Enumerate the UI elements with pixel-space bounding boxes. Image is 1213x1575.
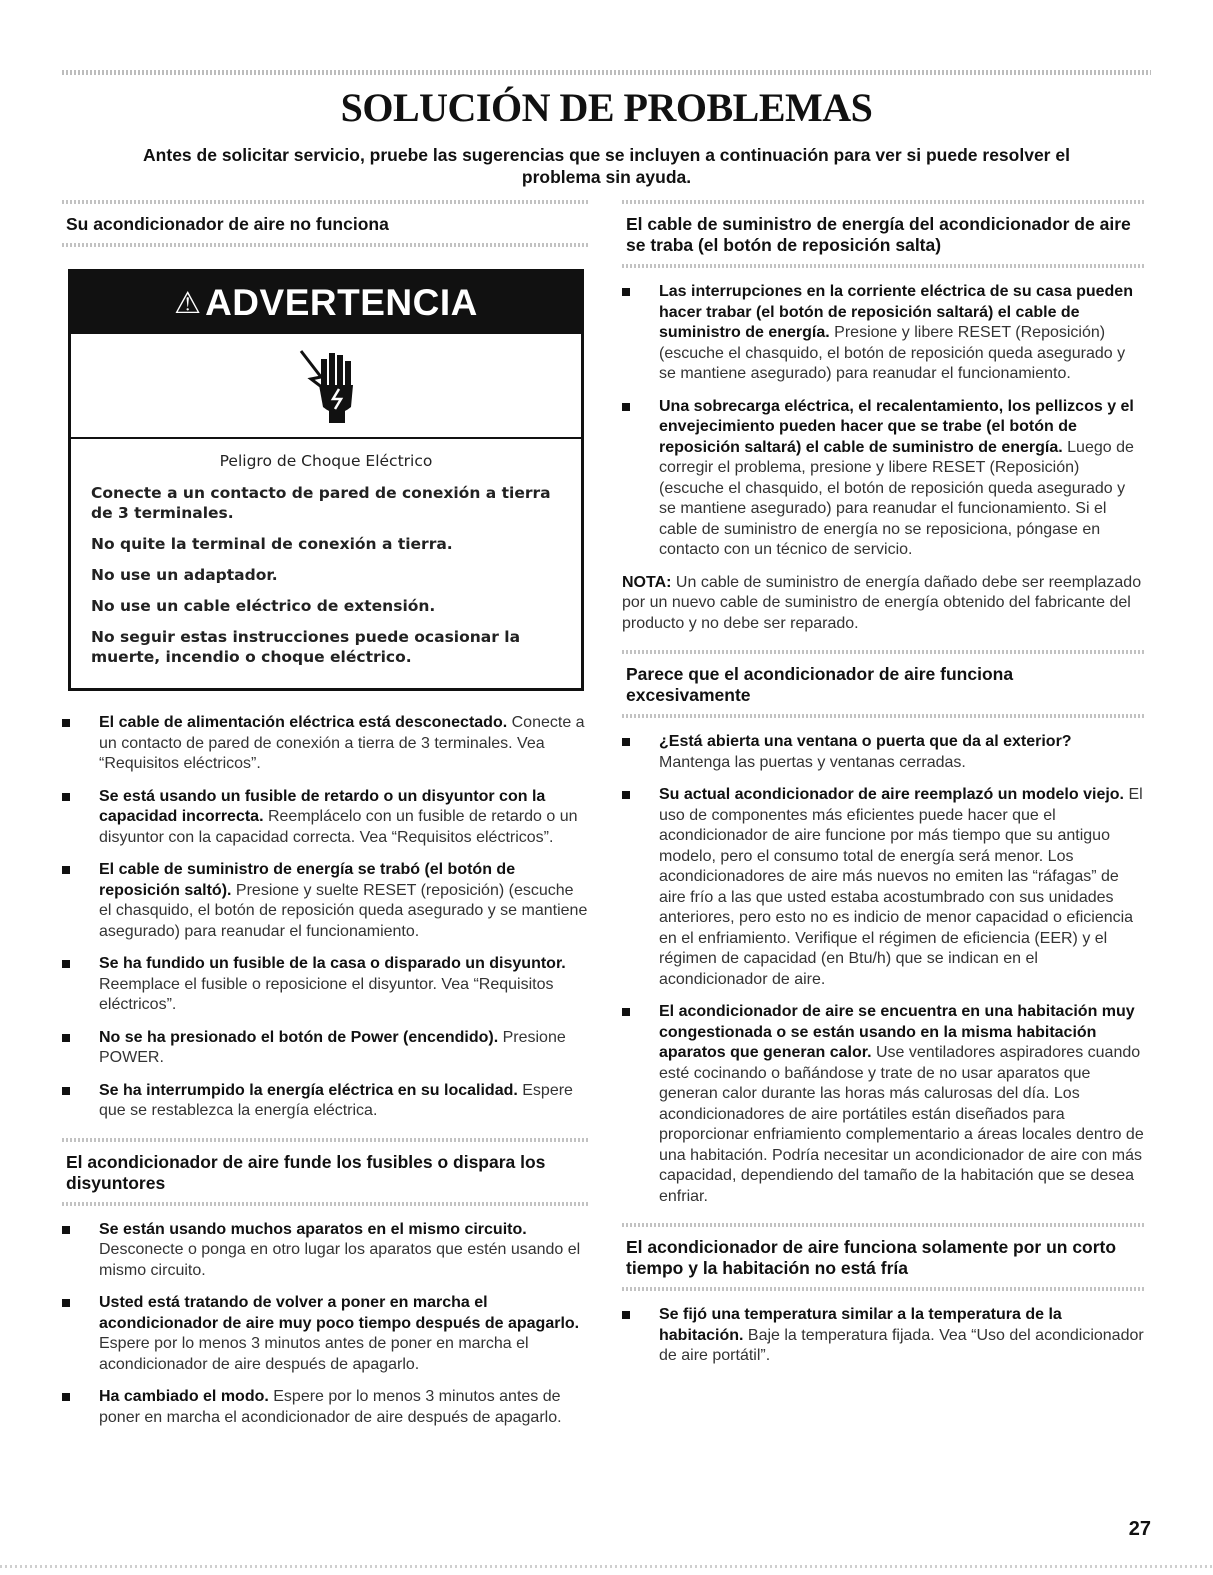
bullet-icon xyxy=(622,1008,630,1016)
bullet-icon xyxy=(62,960,70,968)
list-item: El acondicionador de aire se encuentra en una habitación muy congestionada o se están usando en la misma habitación aparatos que generan calor. Use ventiladores aspiradores cuando esté cocinando o bañándose y trate de no usar aparatos que generan calor durante las horas más calurosas del día. Los acondicionadores de aire portátiles están diseñados para proporcionar enfriamiento complementario a áreas locales dentro de una habitación. Podría necesitar un acondicionador de aire con más capacidad, dependiendo del tamaño de la habitación que se desea enfriar. xyxy=(622,1002,1144,1207)
bullet-icon xyxy=(62,1393,70,1401)
list-item: Su actual acondicionador de aire reemplazó un modelo viejo. El uso de componentes más eficientes puede hacer que el acondicionador de aire funcione por más tiempo que su antiguo modelo, pero el consumo total de energía será menor. Los acondicionadores de aire más nuevos no emiten las “ráfagas” de aire frío a las que usted estaba acostumbrado con sus unidades anteriores, pero esto no es indicio de menor capacidad o eficiencia en el enfriamiento. Verifique el régimen de eficiencia (EER) y el régimen de capacidad (en Btu/h) que se indican en el acondicionador de aire. xyxy=(622,785,1144,990)
list-item: Ha cambiado el modo. Espere por lo menos 3 minutos antes de poner en marcha el acondicionador de aire después de apagarlo. xyxy=(62,1387,590,1428)
list-item: Se está usando un fusible de retardo o un disyuntor con la capacidad incorrecta. Reemplácelo con un fusible de retardo o un disyuntor con la capacidad correcta. Vea “Requisitos eléctricos”. xyxy=(62,787,590,849)
section-divider xyxy=(622,264,1144,268)
bullet-icon xyxy=(62,1299,70,1307)
bullet-icon xyxy=(622,403,630,411)
section-heading: El cable de suministro de energía del acondicionador de aire se traba (el botón de reposición salta) xyxy=(626,214,1131,255)
bullet-icon xyxy=(62,1034,70,1042)
list-item: ¿Está abierta una ventana o puerta que da al exterior? Mantenga las puertas y ventanas cerradas. xyxy=(622,732,1144,773)
section-heading: El acondicionador de aire funciona solamente por un corto tiempo y la habitación no está fría xyxy=(626,1237,1117,1278)
warning-header xyxy=(71,272,581,334)
left-column xyxy=(62,200,590,1440)
list-item: Una sobrecarga eléctrica, el recalentamiento, los pellizcos y el envejecimiento pueden hacer que se trabe (el botón de reposición saltará) el cable de suministro de energía. Luego de corregir el problema, presione y libere RESET (Reposición) (escuche el chasquido, el botón de reposición queda asegurado y se mantiene asegurado) para reanudar el funcionamiento. Si el cable de suministro de energía no se reposiciona, póngase en contacto con un técnico de servicio. xyxy=(622,397,1144,561)
warning-line: No use un cable eléctrico de extensión. xyxy=(91,597,436,615)
intro-text: Antes de solicitar servicio, pruebe las sugerencias que se incluyen a continuación para ver si puede resolver el problema sin ayuda. xyxy=(143,145,1070,187)
list-item: Se fijó una temperatura similar a la temperatura de la habitación. Baje la temperatura fijada. Vea “Uso del acondicionador de aire portátil”. xyxy=(622,1305,1144,1367)
warning-line: No seguir estas instrucciones puede ocasionar la muerte, incendio o choque eléctrico. xyxy=(91,628,521,666)
list-item: Se ha fundido un fusible de la casa o disparado un disyuntor. Reemplace el fusible o reposicione el disyuntor. Vea “Requisitos eléctricos”. xyxy=(62,954,590,1016)
list-item: El cable de suministro de energía se trabó (el botón de reposición saltó). Presione y suelte RESET (reposición) (escuche el chasquido, el botón de reposición queda asegurado y se mantiene asegurado) para reanudar el funcionamiento. xyxy=(62,860,590,942)
warning-line: No use un adaptador. xyxy=(91,566,278,584)
bullet-icon xyxy=(622,791,630,799)
section-divider xyxy=(62,1202,590,1206)
warning-title: ADVERTENCIA xyxy=(205,282,478,323)
list-item: No se ha presionado el botón de Power (encendido). Presione POWER. xyxy=(62,1028,590,1069)
page-number: 27 xyxy=(1128,1518,1151,1540)
top-divider xyxy=(62,70,1151,75)
bullet-icon xyxy=(622,738,630,746)
warning-body xyxy=(71,439,581,688)
list-item: Las interrupciones en la corriente eléctrica de su casa pueden hacer trabar (el botón de reposición saltará) el cable de suministro de energía. Presione y libere RESET (Reposición) (escuche el chasquido, el botón de reposición queda asegurado y se mantiene asegurado) para reanudar el funcionamiento. xyxy=(622,282,1144,385)
bullet-icon xyxy=(62,1226,70,1234)
note-text: NOTA: Un cable de suministro de energía dañado debe ser reemplazado por un nuevo cable de suministro de energía obtenido del fabricante del producto y no debe ser reparado. xyxy=(622,573,1142,632)
page-title: SOLUCIÓN DE PROBLEMAS xyxy=(340,85,873,130)
list-item: El cable de alimentación eléctrica está desconectado. Conecte a un contacto de pared de conexión a tierra de 3 terminales. Vea “Requisitos eléctricos”. xyxy=(62,713,590,775)
list-item: Se ha interrumpido la energía eléctrica en su localidad. Espere que se restablezca la energía eléctrica. xyxy=(62,1081,590,1122)
electric-shock-hand-icon xyxy=(71,334,581,439)
bullet-icon xyxy=(62,719,70,727)
warning-line: No quite la terminal de conexión a tierra. xyxy=(91,535,453,553)
bullet-icon xyxy=(622,288,630,296)
bullet-icon xyxy=(62,866,70,874)
warning-box xyxy=(68,269,584,691)
warning-triangle-icon: ⚠ xyxy=(174,286,202,320)
section-heading: Su acondicionador de aire no funciona xyxy=(66,214,389,234)
bullet-icon xyxy=(62,793,70,801)
section-heading: Parece que el acondicionador de aire funciona excesivamente xyxy=(626,664,1014,705)
section-heading: El acondicionador de aire funde los fusibles o dispara los disyuntores xyxy=(66,1151,546,1193)
warning-caption: Peligro de Choque Eléctrico xyxy=(219,452,433,470)
bottom-divider xyxy=(0,1565,1213,1568)
section-divider xyxy=(622,1287,1144,1291)
note-label: NOTA: xyxy=(622,573,672,591)
bullet-icon xyxy=(62,1087,70,1095)
list-item: Usted está tratando de volver a poner en marcha el acondicionador de aire muy poco tiempo después de apagarlo. Espere por lo menos 3 minutos antes de poner en marcha el acondicionador de aire después de apagarlo. xyxy=(62,1293,590,1375)
list-item: Se están usando muchos aparatos en el mismo circuito. Desconecte o ponga en otro lugar los aparatos que estén usando el mismo circuito. xyxy=(62,1220,590,1282)
bullet-icon xyxy=(622,1311,630,1319)
section-divider xyxy=(622,714,1144,718)
right-column xyxy=(622,200,1144,1379)
warning-line: Conecte a un contacto de pared de conexión a tierra de 3 terminales. xyxy=(91,484,551,522)
section-divider xyxy=(62,243,590,247)
